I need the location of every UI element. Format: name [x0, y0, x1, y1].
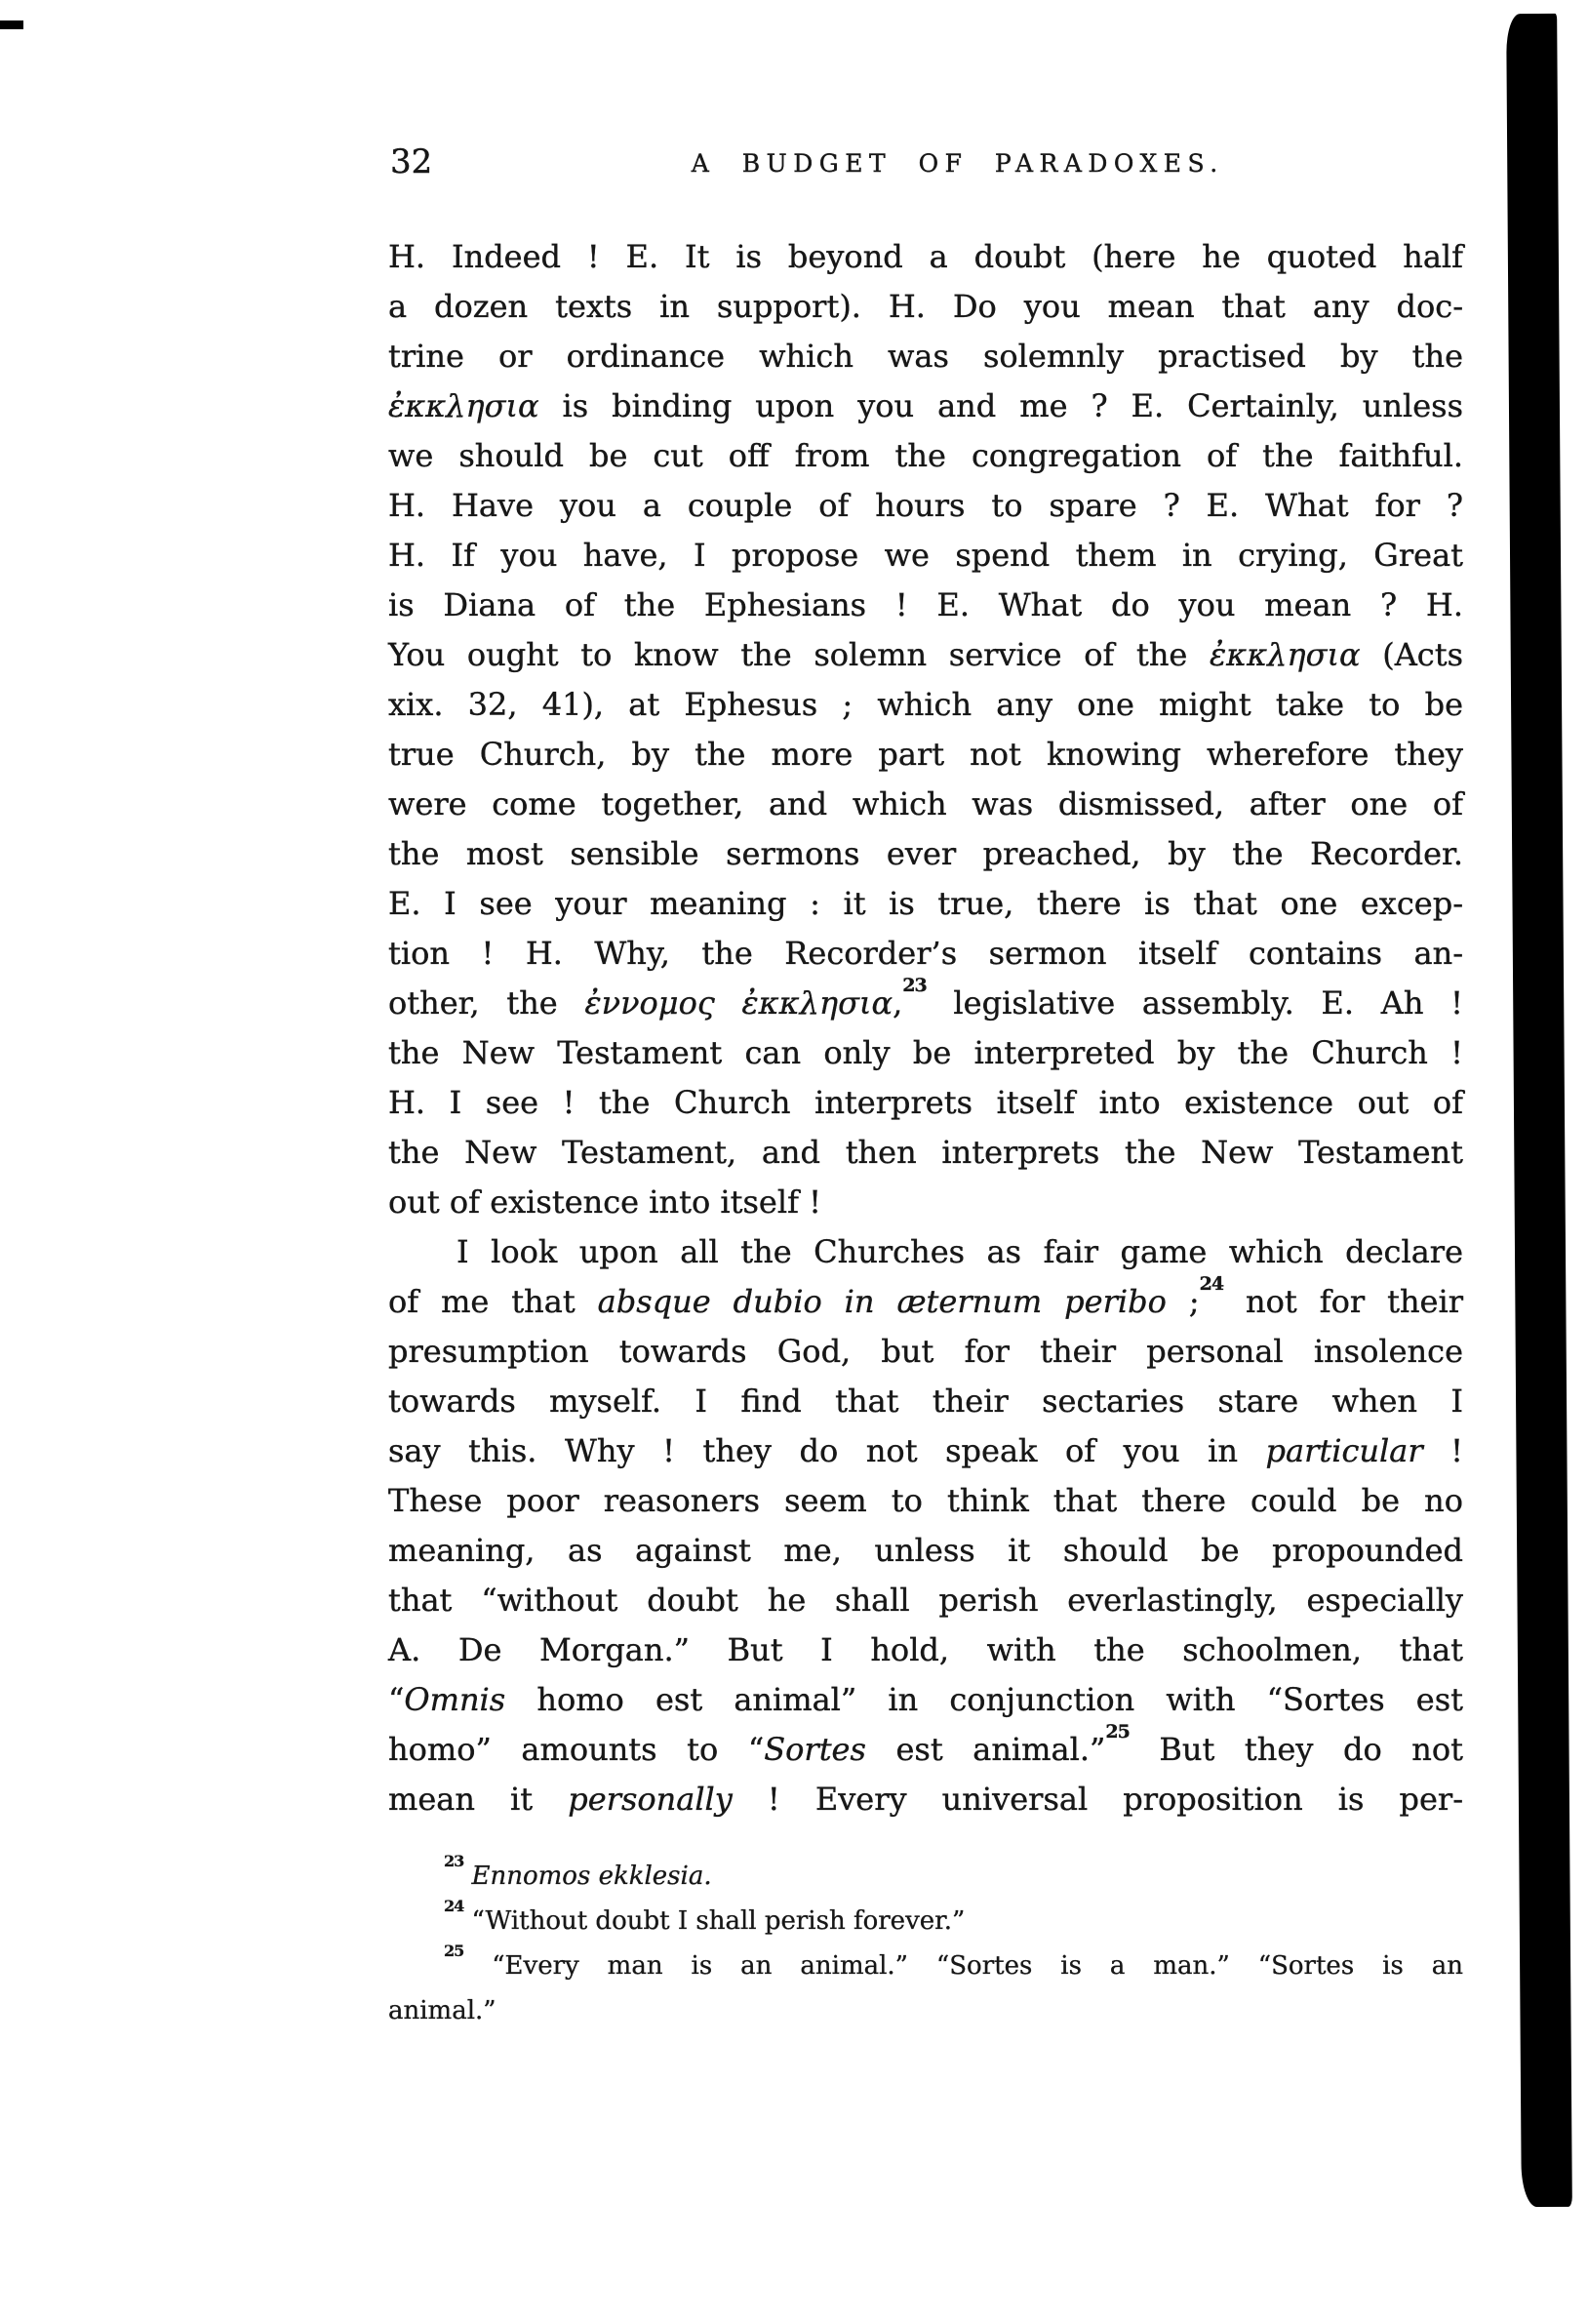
text-line	[388, 1178, 1463, 1227]
text-run: ,	[893, 984, 903, 1022]
text-run: were come together, and which was dismissed, after one of	[388, 785, 1463, 822]
text-run: xix. 32, 41), at Ephesus ; which any one might take to be	[388, 686, 1463, 723]
text-run: that “without doubt he shall perish everlastingly, especially	[388, 1582, 1463, 1619]
page-header	[388, 142, 1463, 189]
body-text	[388, 232, 1463, 1824]
text-line	[388, 879, 1463, 929]
text-line	[388, 431, 1463, 481]
text-run: the most sensible sermons ever preached, by the Recorder.	[388, 835, 1463, 872]
text-line	[388, 829, 1463, 879]
text-run: homo” amounts to “	[388, 1731, 765, 1768]
text-run: “	[388, 1681, 405, 1718]
text-run: You ought to know the solemn service of the	[388, 636, 1210, 673]
greek-word: ἐννομος ἐκκλησια	[584, 984, 893, 1022]
paragraph	[388, 1227, 1463, 1824]
text-run: H. Indeed ! E. It is beyond a doubt (here he quoted half	[388, 238, 1463, 275]
text-run: H. If you have, I propose we spend them in crying, Great	[388, 537, 1463, 574]
text-run: out of existence into itself !	[388, 1183, 821, 1221]
text-line	[388, 1128, 1463, 1178]
footnotes	[388, 1854, 1463, 2033]
text-line	[388, 630, 1463, 680]
page-number: 32	[390, 142, 433, 181]
text-line	[388, 1943, 1463, 1988]
text-run: homo est animal” in conjunction with “Sortes est	[505, 1681, 1463, 1718]
text-run: of me that	[388, 1283, 598, 1320]
text-line	[388, 232, 1463, 282]
text-run: ;	[1166, 1283, 1200, 1320]
text-line	[388, 780, 1463, 829]
text-line	[388, 1028, 1463, 1078]
text-run: I look upon all the Churches as fair game which declare	[457, 1233, 1463, 1270]
text-line	[388, 581, 1463, 630]
text-run: is binding upon you and me ? E. Certainly, unless	[538, 387, 1463, 424]
paragraph	[388, 232, 1463, 1227]
italic-text: Ennomos ekklesia.	[463, 1862, 712, 1891]
text-line	[388, 1227, 1463, 1277]
text-line	[388, 1775, 1463, 1824]
text-line	[388, 730, 1463, 780]
text-line	[388, 1899, 1463, 1943]
text-run: But they do not	[1129, 1731, 1464, 1768]
text-run: H. I see ! the Church interprets itself into existence out of	[388, 1084, 1463, 1121]
text-run: These poor reasoners seem to think that there could be no	[388, 1482, 1463, 1519]
text-run: H. Have you a couple of hours to spare ? E. What for ?	[388, 487, 1463, 524]
text-line	[388, 1377, 1463, 1426]
text-run: tion ! H. Why, the Recorder’s sermon itself contains an-	[388, 935, 1463, 972]
text-run: the New Testament, and then interprets the New Testament	[388, 1134, 1463, 1171]
text-run: legislative assembly. E. Ah !	[926, 984, 1464, 1022]
italic-text: absque dubio in æternum peribo	[597, 1283, 1167, 1320]
footnote-ref: 24	[444, 1897, 464, 1916]
greek-word: ἐκκλησια	[388, 387, 539, 424]
text-line	[388, 1526, 1463, 1576]
text-line	[388, 381, 1463, 431]
text-run: E. I see your meaning : it is true, there is that one excep-	[388, 885, 1463, 922]
text-line	[388, 531, 1463, 581]
greek-word: ἐκκλησια	[1210, 636, 1361, 673]
text-line	[388, 680, 1463, 730]
text-line	[388, 282, 1463, 332]
footnote-ref: 25	[1105, 1721, 1130, 1743]
text-line	[388, 1675, 1463, 1725]
text-run: presumption towards God, but for their personal insolence	[388, 1333, 1463, 1370]
text-run: mean it	[388, 1781, 569, 1818]
scan-gutter-bar	[1506, 14, 1572, 2207]
text-run: trine or ordinance which was solemnly practised by the	[388, 338, 1463, 375]
text-run: towards myself. I find that their sectaries stare when I	[388, 1382, 1463, 1420]
text-line	[388, 975, 1464, 1028]
footnote-ref: 23	[444, 1852, 464, 1871]
text-run: true Church, by the more part not knowing wherefore they	[388, 736, 1463, 773]
footnote-ref: 25	[444, 1942, 464, 1961]
text-line	[388, 332, 1463, 381]
footnote-ref: 24	[1199, 1273, 1224, 1296]
text-run: ! Every universal proposition is per-	[732, 1781, 1464, 1818]
text-line	[388, 1426, 1463, 1476]
text-line	[388, 1576, 1463, 1625]
italic-text: Sortes	[764, 1731, 866, 1768]
text-run: say this. Why ! they do not speak of you in	[388, 1432, 1266, 1469]
text-line	[388, 1721, 1464, 1775]
scan-artifact-mark	[0, 20, 23, 29]
text-run: “Without doubt I shall perish forever.”	[463, 1906, 966, 1936]
italic-text: particular	[1265, 1432, 1423, 1469]
text-run: animal.”	[388, 1996, 496, 2025]
text-run: the New Testament can only be interpreted by the Church !	[388, 1034, 1463, 1071]
text-run: (Acts	[1360, 636, 1464, 673]
text-run: not for their	[1223, 1283, 1464, 1320]
text-run: is Diana of the Ephesians ! E. What do you mean ? H.	[388, 586, 1463, 623]
italic-text: Omnis	[404, 1681, 506, 1718]
text-line	[388, 1327, 1463, 1377]
running-title: A BUDGET OF PARADOXES.	[691, 149, 1224, 178]
text-run: “Every man is an animal.” “Sortes is a man.” “Sortes is an	[463, 1951, 1463, 1981]
text-line	[388, 1625, 1463, 1675]
text-line	[388, 1988, 1463, 2033]
italic-text: personally	[568, 1781, 733, 1818]
text-run: est animal.”	[865, 1731, 1106, 1768]
text-line	[388, 929, 1463, 979]
text-line	[388, 1476, 1463, 1526]
text-run: we should be cut off from the congregation of the faithful.	[388, 437, 1463, 474]
text-line	[388, 1273, 1464, 1327]
text-line	[388, 1854, 1463, 1899]
text-run: meaning, as against me, unless it should be propounded	[388, 1532, 1463, 1569]
text-line	[388, 481, 1463, 531]
text-line	[388, 1078, 1463, 1128]
text-run: !	[1422, 1432, 1464, 1469]
text-run: a dozen texts in support). H. Do you mean that any doc-	[388, 288, 1463, 325]
text-run: other, the	[388, 984, 585, 1022]
footnote-ref: 23	[902, 975, 927, 997]
text-run: A. De Morgan.” But I hold, with the schoolmen, that	[388, 1631, 1463, 1668]
